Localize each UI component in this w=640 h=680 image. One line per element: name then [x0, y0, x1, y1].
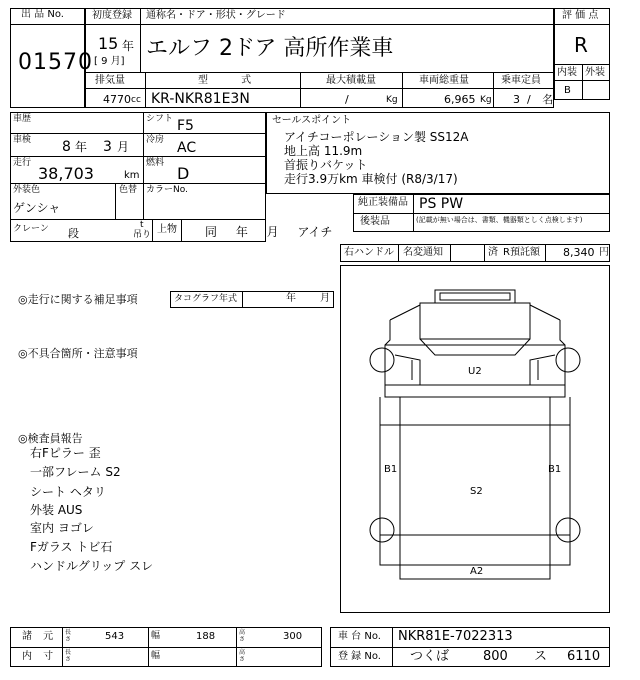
grade: R: [574, 33, 588, 57]
inspection-label: 車検: [13, 135, 32, 145]
interior-label: 内装: [557, 67, 577, 78]
rhd-flag: 右ハンドル: [344, 247, 394, 258]
history-label: 車歴: [13, 114, 32, 124]
upper-value: 同 年 月 アイチ: [205, 225, 333, 239]
defect-notes-label: ◎不具合箇所・注意事項: [18, 347, 138, 360]
cab-rear: [385, 385, 565, 397]
equipment-divider: [353, 213, 610, 214]
grade-divider-1: [554, 24, 610, 25]
bed-cross: [400, 425, 550, 535]
equipment-label: 純正装備品: [358, 197, 408, 208]
bed-outline: [380, 397, 570, 565]
inspector-report-line: Fガラス トビ石: [30, 540, 113, 554]
details-vline-3: [152, 219, 153, 242]
registration-vline: [392, 627, 393, 667]
color-label: 色替: [119, 185, 138, 195]
crane-label: クレーン: [13, 224, 49, 234]
recycle-unit: 円: [599, 247, 609, 258]
details-div-1: [10, 133, 266, 134]
dims-vline-2: [148, 627, 149, 667]
wheel-rear-left: [370, 518, 394, 542]
recycle-prefix: 済: [488, 247, 498, 258]
reg-year: 15: [98, 34, 119, 53]
max-load: /: [345, 93, 349, 106]
spec-vline-2: [300, 72, 301, 108]
inspector-report-line: 室内 ヨゴレ: [30, 521, 94, 535]
dims-vline-3: [236, 627, 237, 667]
dims-label: 諸 元: [22, 631, 58, 642]
mirror-bar-outline: [435, 290, 515, 303]
grade-label: 評 価 点: [562, 10, 599, 21]
inspection-month-unit: 月: [117, 140, 130, 154]
details-vline-2: [115, 183, 116, 219]
height: 300: [283, 631, 303, 642]
inspector-report-line: 外装 AUS: [30, 503, 83, 517]
windshield: [420, 339, 530, 355]
plate-region: つくば: [410, 649, 450, 664]
spec-vline-4: [493, 72, 494, 108]
width-label: 幅: [151, 651, 161, 661]
inspector-report-label: ◎検査員報告: [18, 432, 83, 445]
tacho-label: タコグラフ年式: [174, 294, 238, 304]
inspection-year-unit: 年: [75, 140, 88, 154]
details-div-4: [10, 219, 266, 220]
aircon-label: 冷房: [146, 135, 165, 145]
model: KR-NKR81E3N: [151, 91, 250, 107]
name-label: 通称名・ドア・形状・グレード: [146, 10, 286, 21]
interior-grade: B: [564, 85, 571, 96]
tacho-vline: [242, 291, 243, 308]
width: 188: [196, 631, 216, 642]
plate-class: 800: [483, 649, 508, 664]
exterior-label: 外装: [585, 67, 605, 78]
fuel: D: [177, 164, 190, 183]
dims-vline-1: [62, 627, 63, 667]
gross-weight-label: 車両総重量: [419, 75, 469, 86]
vehicle-name: エルフ 2ドア 高所作業車: [146, 36, 394, 61]
plate-number: 6110: [567, 649, 601, 664]
crane-lift-label: 吊り: [133, 230, 152, 240]
cab-shoulders: [390, 305, 560, 320]
tacho-year-unit: 年: [286, 293, 296, 304]
bed-inner-sides: [400, 397, 550, 565]
inspector-report-line: 右Fピラー 歪: [30, 446, 101, 460]
tacho-month-unit: 月: [320, 293, 330, 304]
capacity: 3: [513, 93, 520, 106]
plate-label: 登 録 No.: [338, 651, 381, 662]
header-divider-3: [85, 88, 554, 89]
gross-weight-unit: Kg: [480, 95, 492, 105]
ext-color: ゲンシャ: [13, 201, 61, 215]
selling-point-line: アイチコーポレーション製 SS12A: [284, 130, 469, 144]
grade-vline: [582, 64, 583, 100]
color-no-label: カラーNo.: [146, 185, 188, 195]
reg-month: [ 9 月]: [94, 56, 125, 67]
selling-point-line: 首振りバケット: [284, 158, 368, 172]
crane-stage: 段: [68, 227, 79, 240]
inner-dims-label: 内 寸: [22, 651, 58, 662]
chassis-number: NKR81E-7022313: [398, 629, 513, 644]
selling-point-line: 地上高 11.9m: [284, 144, 363, 158]
cab-roof: [420, 303, 530, 339]
mirror-bar-inner: [440, 293, 510, 300]
header-divider-2: [85, 72, 554, 73]
inspector-report-line: シート ヘタリ: [30, 485, 106, 499]
spec-vline-3: [402, 72, 403, 108]
inspector-report-line: ハンドルグリップ スレ: [30, 559, 154, 573]
capacity-label: 乗車定員: [501, 75, 541, 86]
damage-mark-s2: S2: [470, 486, 483, 497]
shift-label: シフト: [146, 114, 174, 124]
inspection-year: 8: [62, 139, 71, 155]
truck-diagram: [340, 265, 610, 613]
flags-vline-2: [450, 244, 451, 262]
aircon: AC: [177, 140, 197, 156]
height-label: 高さ: [239, 629, 246, 643]
displacement: 4770: [103, 93, 131, 106]
width-label: 幅: [151, 631, 161, 641]
bed-side-cross: [380, 425, 570, 535]
capacity-unit: / 名: [527, 93, 554, 106]
length: 543: [105, 631, 125, 642]
details-vline-4: [181, 219, 182, 242]
damage-mark-b1-left: B1: [384, 464, 398, 475]
reg-year-unit: 年: [122, 39, 135, 53]
details-vline-1: [143, 112, 144, 219]
plate-kana: ス: [534, 649, 548, 664]
details-div-2: [10, 156, 266, 157]
driving-notes-label: ◎走行に関する補足事項: [18, 293, 138, 306]
upper-label: 上物: [157, 224, 177, 235]
lot-divider: [10, 24, 85, 25]
gross-weight: 6,965: [444, 93, 476, 106]
mileage: 38,703: [38, 164, 94, 183]
retrofit-note: (記載が無い場合は、書類、機器類としく点検します): [416, 216, 583, 224]
mileage-label: 走行: [13, 158, 32, 168]
max-load-unit: Kg: [386, 95, 398, 105]
wheel-front-right: [556, 348, 580, 372]
shift: F5: [177, 118, 194, 134]
displacement-label: 排気量: [95, 75, 125, 86]
damage-mark-u2: U2: [468, 366, 482, 377]
equipment-value: PS PW: [419, 196, 464, 212]
fuel-label: 燃料: [146, 158, 165, 168]
height-label: 高さ: [239, 649, 246, 663]
first-reg-label: 初度登録: [92, 10, 132, 21]
inspector-report-line: 一部フレーム S2: [30, 465, 121, 479]
lot-no-label: 出 品 No.: [21, 9, 64, 20]
flags-vline-1: [398, 244, 399, 262]
max-load-label: 最大積載量: [326, 75, 376, 86]
flags-vline-4: [545, 244, 546, 262]
selling-point-line: 走行3.9万km 車検付 (R8/3/17): [284, 172, 458, 186]
chassis-label: 車 台 No.: [338, 631, 381, 642]
damage-mark-a2: A2: [470, 566, 484, 577]
recycle-amount: 8,340: [563, 246, 595, 259]
ext-color-label: 外装色: [13, 185, 41, 195]
retrofit-label: 後装品: [360, 216, 390, 227]
inspection-month: 3: [103, 139, 112, 155]
dims-divider: [10, 647, 322, 648]
mileage-unit: km: [124, 170, 140, 181]
header-vline-1: [140, 8, 141, 72]
selling-points-label: セールスポイント: [272, 115, 352, 126]
displacement-unit: cc: [131, 95, 141, 105]
length-label: 長さ: [65, 649, 72, 663]
damage-mark-b1-right: B1: [548, 464, 562, 475]
registration-divider: [330, 647, 610, 648]
name-change-label: 名変通知: [403, 247, 443, 258]
details-div-3: [10, 183, 266, 184]
lot-no: 01570: [18, 50, 93, 75]
crane-lift-unit: t: [140, 220, 144, 230]
flags-vline-3: [484, 244, 485, 262]
wheel-rear-right: [556, 518, 580, 542]
spec-vline-1: [145, 72, 146, 108]
model-label: 型 式: [198, 75, 252, 86]
wheel-front-left: [370, 348, 394, 372]
equipment-vline: [413, 194, 414, 232]
length-label: 長さ: [65, 629, 72, 643]
header-divider-1: [85, 24, 554, 25]
recycle-label: R預託額: [503, 247, 540, 258]
